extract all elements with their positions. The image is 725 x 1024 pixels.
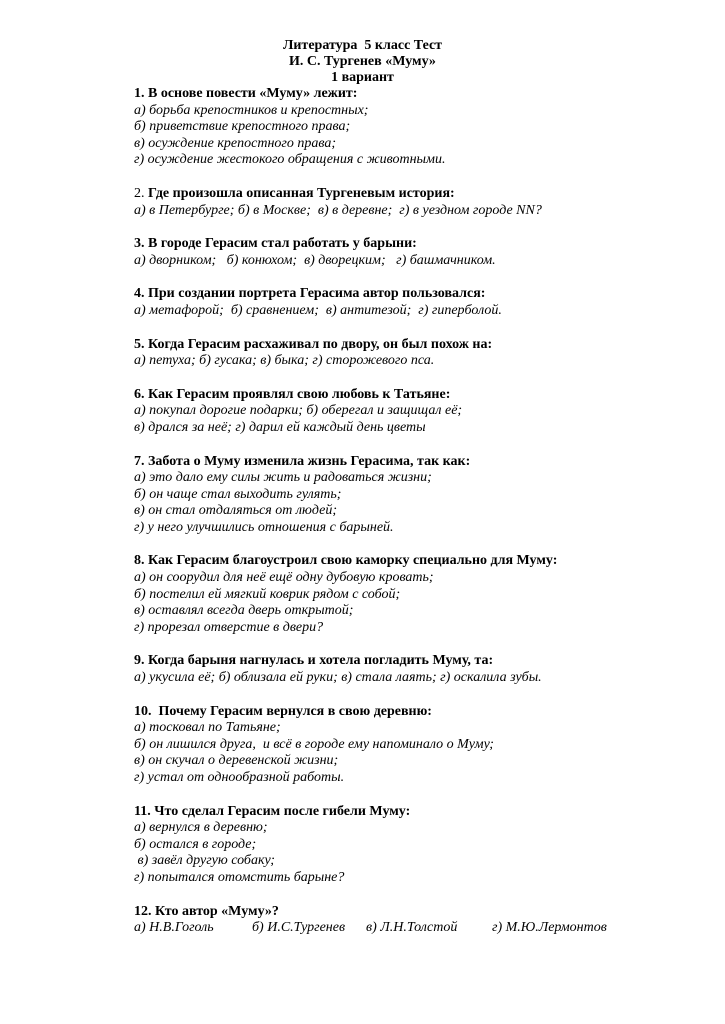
question-title: 5. Когда Герасим расхаживал по двору, он был похож на: xyxy=(134,336,493,352)
header-title: Литература 5 класс Тест xyxy=(282,38,443,53)
answer-option: а) он соорудил для неё ещё одну дубовую кровать; xyxy=(134,570,434,586)
answer-option: а) петуха; б) гусака; в) быка; г) сторожевого пса. xyxy=(134,353,435,369)
answer-option: г) устал от однообразной работы. xyxy=(134,770,345,785)
answer-option: б) он лишился друга, и всё в городе ему напоминало о Муму; xyxy=(134,736,494,752)
question-6 xyxy=(134,387,694,437)
question-title: 1. В основе повести «Муму» лежит: xyxy=(134,86,358,101)
question-12 xyxy=(134,904,694,937)
answer-option: а) тосковал по Татьяне; xyxy=(134,720,281,736)
answer-option: а) это дало ему силы жить и радоваться жизни; xyxy=(134,470,432,486)
answer-option: б) он чаще стал выходить гулять; xyxy=(134,486,342,502)
question-title: 11. Что сделал Герасим после гибели Муму: xyxy=(134,803,411,819)
question-list xyxy=(134,86,694,954)
header-subtitle: И. С. Тургенев «Муму» xyxy=(289,54,436,69)
answer-option: б) остался в городе; xyxy=(134,836,257,852)
answer-option: а) дворником; б) конюхом; в) дворецким; г) башмачником. xyxy=(134,252,496,268)
answer-option: г) прорезал отверстие в двери? xyxy=(134,619,324,635)
answer-option: г) М.Ю.Лермонтов xyxy=(492,920,607,936)
question-title: 7. Забота о Муму изменила жизнь Герасима, так как: xyxy=(134,453,471,469)
question-9 xyxy=(134,653,694,686)
question-title xyxy=(134,186,694,203)
answer-option: в) оставлял всегда дверь открытой; xyxy=(134,603,354,619)
question-title: 3. В городе Герасим стал работать у барыни: xyxy=(134,236,417,252)
test-header xyxy=(0,38,725,86)
answer-row xyxy=(134,920,694,937)
answer-option: а) Н.В.Гоголь xyxy=(134,920,214,936)
header-variant: 1 вариант xyxy=(331,70,394,85)
question-text: Где произошла описанная Тургеневым история: xyxy=(144,185,455,201)
question-5 xyxy=(134,337,694,370)
answer-option: а) в Петербурге; б) в Москве; в) в деревне; г) в уездном городе NN? xyxy=(134,202,542,218)
question-3 xyxy=(134,236,694,269)
answer-option: в) он стал отдаляться от людей; xyxy=(134,503,338,519)
answer-option: в) он скучал о деревенской жизни; xyxy=(134,753,339,769)
question-number: 2. xyxy=(134,185,145,201)
question-8 xyxy=(134,553,694,636)
answer-option: г) у него улучшились отношения с барыней. xyxy=(134,519,394,535)
answer-option: б) приветствие крепостного права; xyxy=(134,119,351,135)
answer-option: а) метафорой; б) сравнением; в) антитезой; г) гиперболой. xyxy=(134,302,502,318)
question-title: 4. При создании портрета Герасима автор пользовался: xyxy=(134,286,486,302)
question-2 xyxy=(134,186,694,219)
question-11 xyxy=(134,804,694,887)
answer-option: а) покупал дорогие подарки; б) оберегал и защищал её; xyxy=(134,403,463,419)
answer-option: б) постелил ей мягкий коврик рядом с собой; xyxy=(134,586,401,602)
question-10 xyxy=(134,704,694,787)
answer-option: в) Л.Н.Толстой xyxy=(366,920,458,936)
question-1 xyxy=(134,86,694,169)
answer-option: в) дрался за неё; г) дарил ей каждый день цветы xyxy=(134,419,426,435)
answer-option: в) осуждение крепостного права; xyxy=(134,135,337,151)
question-title: 6. Как Герасим проявлял свою любовь к Татьяне: xyxy=(134,386,451,402)
answer-option: в) завёл другую собаку; xyxy=(134,853,275,869)
answer-option: а) укусила её; б) облизала ей руки; в) стала лаять; г) оскалила зубы. xyxy=(134,670,542,686)
question-title: 9. Когда барыня нагнулась и хотела погладить Муму, та: xyxy=(134,653,494,669)
answer-option: г) осуждение жестокого обращения с животными. xyxy=(134,152,446,168)
question-title: 10. Почему Герасим вернулся в свою деревню: xyxy=(134,703,432,719)
question-title: 8. Как Герасим благоустроил свою каморку специально для Муму: xyxy=(134,553,558,569)
answer-option: а) борьба крепостников и крепостных; xyxy=(134,102,369,118)
question-4 xyxy=(134,286,694,319)
question-title: 12. Кто автор «Муму»? xyxy=(134,903,279,919)
question-7 xyxy=(134,454,694,537)
answer-option: б) И.С.Тургенев xyxy=(252,920,346,936)
answer-option: г) попытался отомстить барыне? xyxy=(134,869,345,885)
answer-option: а) вернулся в деревню; xyxy=(134,820,268,836)
